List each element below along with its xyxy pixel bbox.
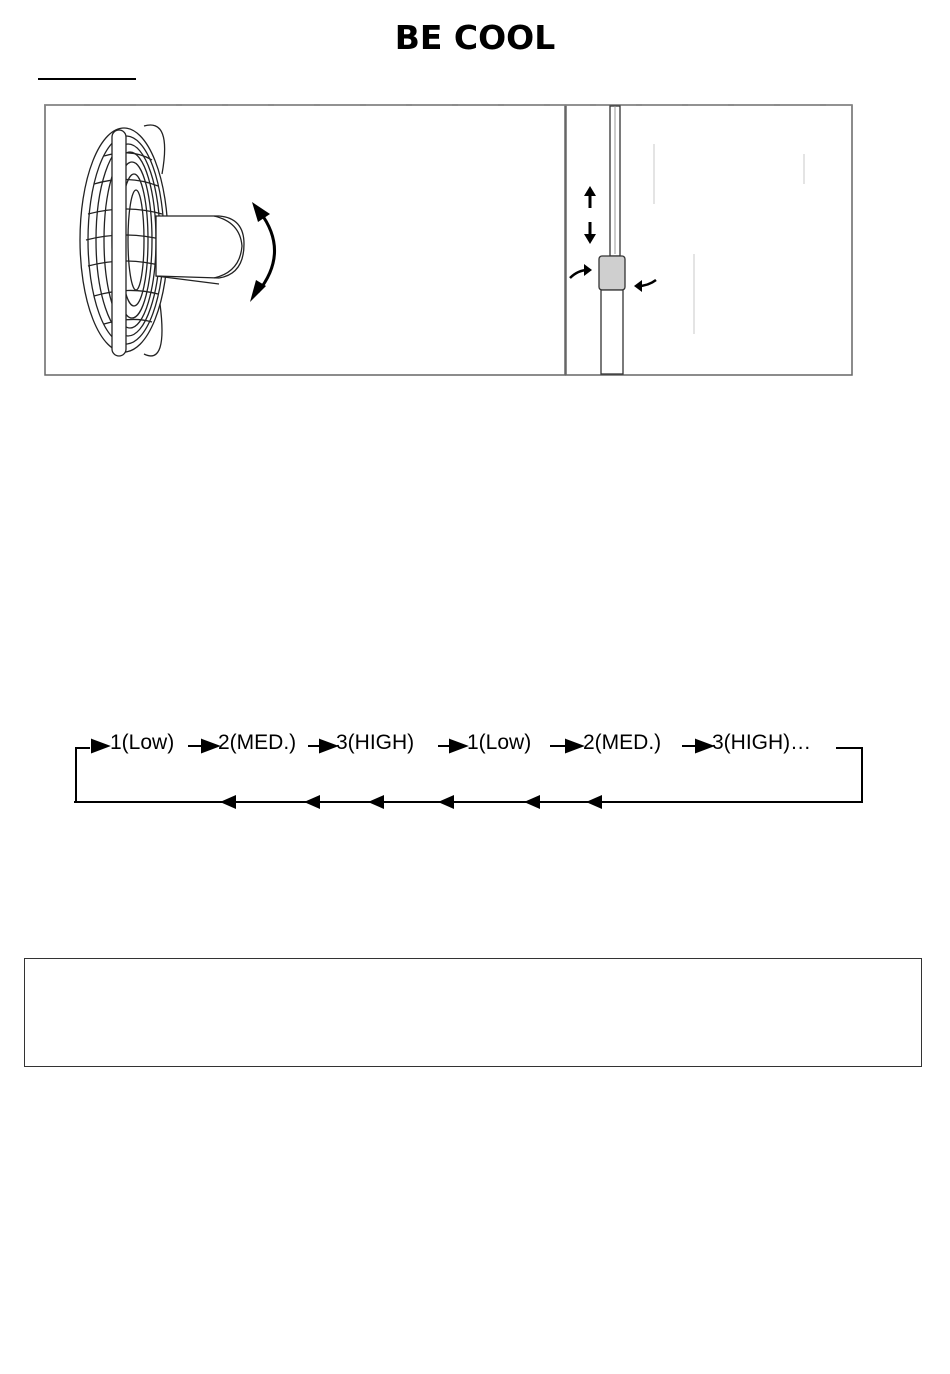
fan-speed-cycle	[0, 722, 950, 822]
speed-step-1: 1(Low)	[110, 731, 175, 754]
speed-step-3: 3(HIGH)	[336, 731, 415, 754]
speed-step-6: 3(HIGH)…	[712, 731, 812, 754]
section-heading-underline	[38, 78, 136, 80]
telescopic-pole-height-adjust-icon	[570, 106, 656, 374]
note-box	[24, 958, 922, 1067]
brand-logo: BE COOL	[394, 18, 556, 57]
oscillation-arrow-icon	[250, 202, 275, 302]
speed-step-2: 2(MED.)	[218, 731, 297, 754]
fan-adjustment-figure	[44, 104, 854, 376]
fan-oscillation-icon	[80, 125, 244, 356]
speed-step-4: 1(Low)	[467, 731, 532, 754]
fan-figure-drawing	[44, 104, 854, 376]
speed-step-5: 2(MED.)	[583, 731, 662, 754]
